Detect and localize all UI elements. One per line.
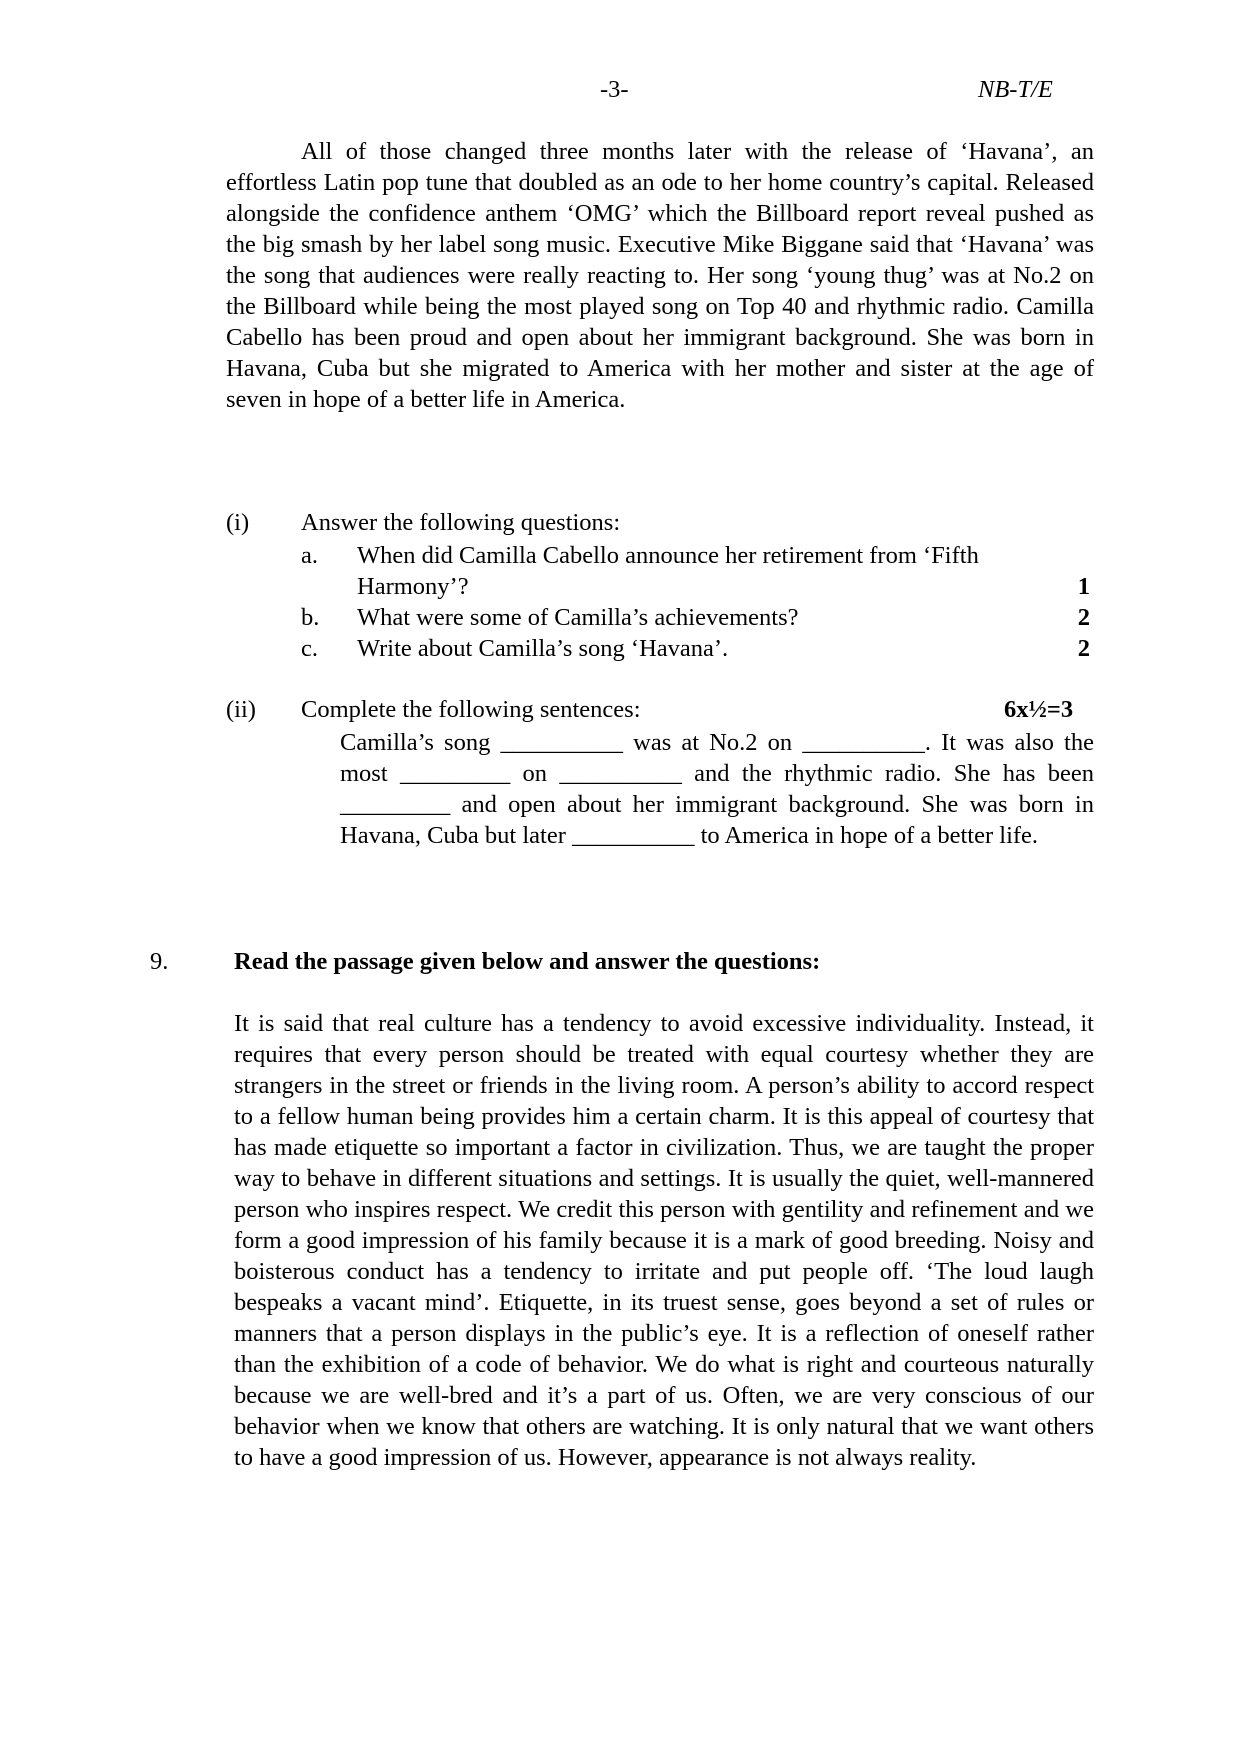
item-letter: a. (301, 542, 318, 569)
question-i-heading: Answer the following questions: (301, 509, 621, 536)
item-letter: c. (301, 635, 318, 662)
question-ii-text: Camilla’s song __________ was at No.2 on __________. It was also the most _________ on __________ and the rhythmic radio. She has been _________ and open about her immigrant background. She was born in Havana, Cuba but later __________ to America in hope of a better life. (340, 729, 1094, 849)
question-i-item-a (301, 540, 1094, 602)
paper-code: NB-T/E (978, 76, 1053, 103)
question-i-item-b (301, 602, 1094, 633)
item-text-line1: When did Camilla Cabello announce her retirement from ‘Fifth (357, 542, 979, 569)
question-i-number: (i) (226, 509, 250, 536)
page-number: -3- (600, 76, 629, 103)
question-ii-marks: 6x½=3 (1004, 696, 1074, 723)
question-i-item-c (301, 633, 1094, 664)
passage-intro: All of those changed three months later with the release of ‘Havana’, an effortless Latin pop tune that doubled as an ode to her home country’s capital. Released alongside the confidence anthem ‘OMG’ which the Billboard report reveal pushed as the big smash by her label song music. Executive Mike Biggane said that ‘Havana’ was the song that audiences were really reacting to. Her song ‘young thug’ was at No.2 on the Billboard while being the most played song on Top 40 and rhythmic radio. Camilla Cabello has been proud and open about her immigrant background. She was born in Havana, Cuba but she migrated to America with her mother and sister at the age of seven in hope of a better life in America. (226, 138, 1094, 413)
item-text: Write about Camilla’s song ‘Havana’. (357, 635, 729, 662)
question-9-number: 9. (150, 948, 169, 975)
item-text-line2: Harmony’? (357, 573, 469, 600)
item-marks: 2 (1077, 635, 1090, 662)
question-9-passage: It is said that real culture has a tendency to avoid excessive individuality. Instead, it requires that every person should be treated with equal courtesy whether they are strangers in the street or friends in the living room. A person’s ability to accord respect to a fellow human being provides him a certain charm. It is this appeal of courtesy that has made etiquette so important a factor in civilization. Thus, we are taught the proper way to behave in different situations and settings. It is usually the quiet, well-mannered person who inspires respect. We credit this person with gentility and refinement and we form a good impression of his family because it is a mark of good breeding. Noisy and boisterous conduct has a tendency to irritate and put people off. ‘The loud laugh bespeaks a vacant mind’. Etiquette, in its truest sense, goes beyond a set of rules or manners that a person displays in the public’s eye. It is a reflection of oneself rather than the exhibition of a code of behavior. We do what is right and courteous naturally because we are well-bred and it’s a part of us. Often, we are very conscious of our behavior when we know that others are watching. It is only natural that we want others to have a good impression of us. However, appearance is not always reality. (234, 1010, 1094, 1471)
question-9-heading: Read the passage given below and answer the questions: (234, 948, 821, 975)
question-ii-number: (ii) (226, 696, 256, 723)
item-marks: 1 (1077, 573, 1090, 600)
item-letter: b. (301, 604, 320, 631)
item-marks: 2 (1077, 604, 1090, 631)
question-ii-heading: Complete the following sentences: (301, 696, 641, 723)
item-text: What were some of Camilla’s achievements? (357, 604, 799, 631)
